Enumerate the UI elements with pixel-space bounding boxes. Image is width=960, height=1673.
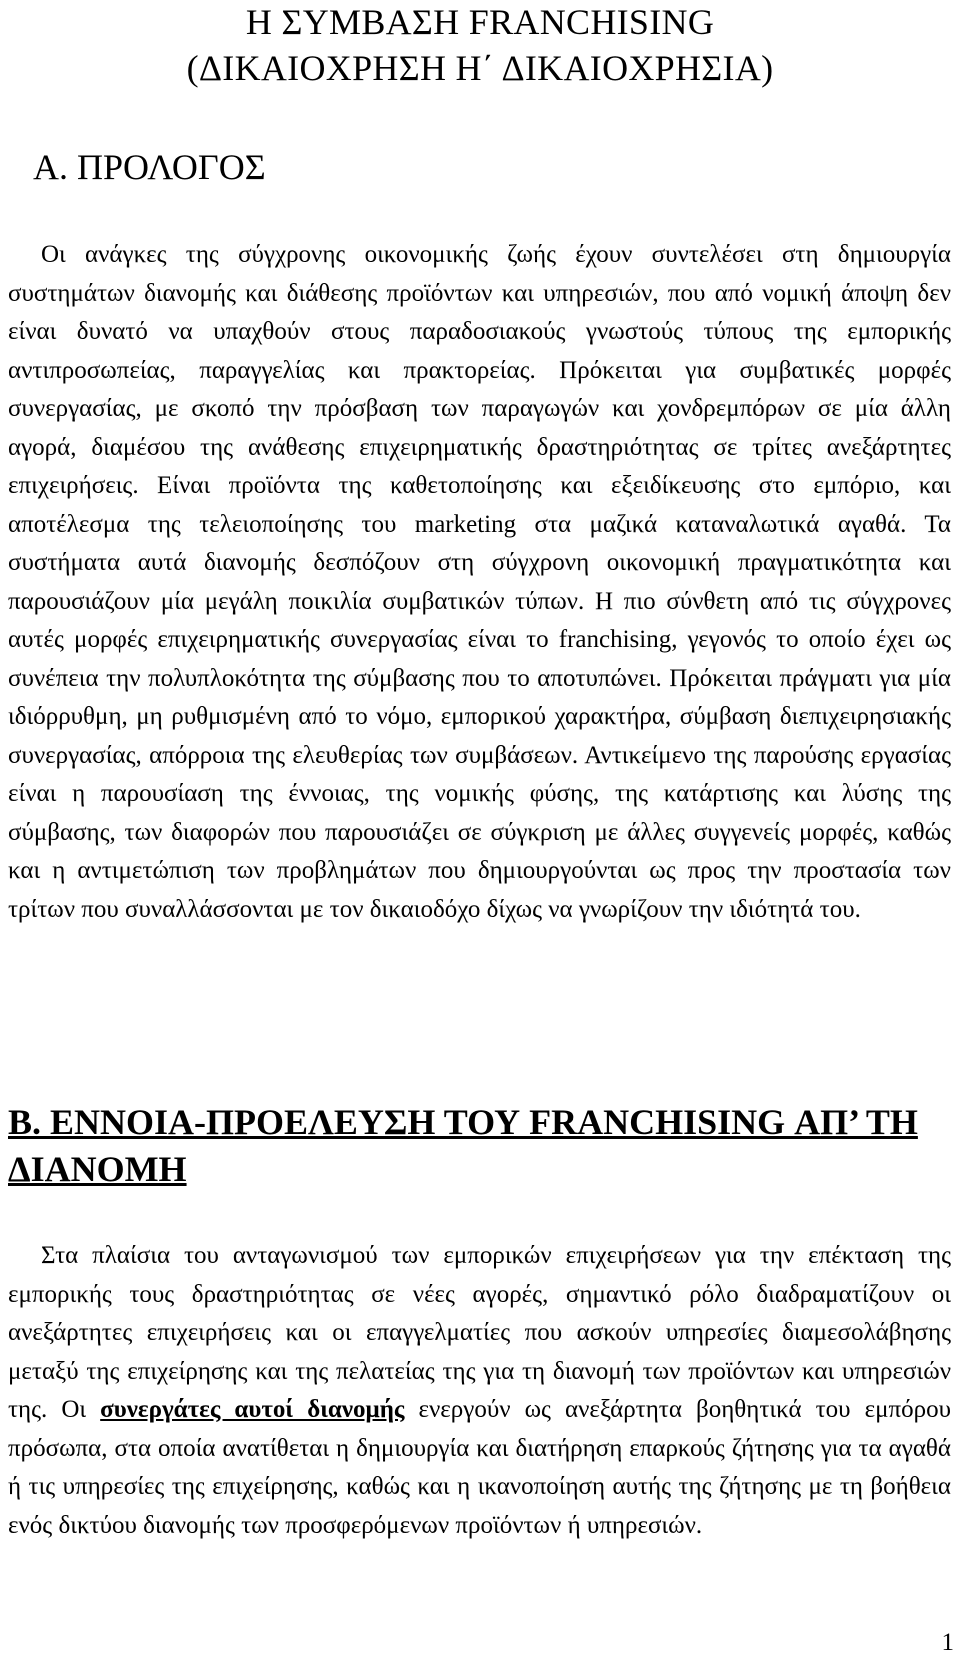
document-title-line-1: Η ΣΥΜΒΑΣΗ FRANCHISING <box>245 2 715 42</box>
document-title-line-2: (ΔΙΚΑΙΟΧΡΗΣΗ Η΄ ΔΙΚΑΙΟΧΡΗΣΙΑ) <box>186 48 774 88</box>
section-b-paragraph-part-1: Στα πλαίσια του ανταγωνισμού των εμπορικών επιχειρήσεων για την επέκταση της εμπορικής τους δραστηριότητας σε νέες αγορές, σημαντικό ρόλο διαδραματίζουν οι ανεξάρτητες επιχειρήσεις και οι επαγγελματίες που ασκούν υπηρεσίες διαμεσολάβησης μεταξύ της επιχείρησης και της πελατείας της για τη διανομή των προϊόντων και υπηρεσιών της. Οι <box>8 1242 951 1423</box>
section-a-heading: Α. ΠΡΟΛΟΓΟΣ <box>33 147 266 187</box>
section-b-heading-part-1: Β. ΕΝΝΟΙΑ-ΠΡΟΕΛΕΥΣΗ ΤΟΥ FRANCHISING ΑΠ’ ΤΗ <box>8 1102 918 1142</box>
section-b-paragraph-part-2: ενεργούν ως ανεξάρτητα βοηθητικά του εμπόρου πρόσωπα, στα οποία ανατίθεται η δημιουργία και διατήρηση επαρκούς ζήτησης για τα αγαθά ή τις υπηρεσίες της επιχείρησης, καθώς και η ικανοποίηση αυτής της ζήτησης με τη βοήθεια ενός δικτύου διανομής των προσφερόμενων προϊόντων ή υπηρεσιών. <box>8 1396 951 1539</box>
section-b-heading-part-2: ΔΙΑΝΟΜΗ <box>8 1149 187 1189</box>
section-b-paragraph-emphasis: συνεργάτες αυτοί διανομής <box>100 1396 405 1423</box>
section-a-paragraph: Οι ανάγκες της σύγχρονης οικονομικής ζωής έχουν συντελέσει στη δημιουργία συστημάτων διανομής και διάθεσης προϊόντων και υπηρεσιών, που από νομική άποψη δεν είναι δυνατό να υπαχθούν στους παραδοσιακούς γνωστούς τύπους της εμπορικής αντιπροσωπείας, παραγγελίας και πρακτορείας. Πρόκειται για συμβατικές μορφές συνεργασίας, με σκοπό την πρόσβαση των παραγωγών και χονδρεμπόρων σε μία άλλη αγορά, διαμέσου της ανάθεσης επιχειρηματικής δραστηριότητας σε τρίτες ανεξάρτητες επιχειρήσεις. Είναι προϊόντα της καθετοποίησης και εξειδίκευσης στο εμπόριο, και αποτέλεσμα της τελειοποίησης του marketing στα μαζικά καταναλωτικά αγαθά. Τα συστήματα αυτά διανομής δεσπόζουν στη σύγχρονη οικονομική πραγματικότητα και παρουσιάζουν μία μεγάλη ποικιλία συμβατικών τύπων. Η πιο σύνθετη από τις σύγχρονες αυτές μορφές επιχειρηματικής συνεργασίας είναι το franchising, γεγονός το οποίο έχει ως συνέπεια την πολυπλοκότητα της σύμβασης που το αποτυπώνει. Πρόκειται πράγματι για μία ιδιόρρυθμη, μη ρυθμισμένη από το νόμο, εμπορικού χαρακτήρα, σύμβαση διεπιχειρησιακής συνεργασίας, απόρροια της ελευθερίας των συμβάσεων. Αντικείμενο της παρούσης εργασίας είναι η παρουσίαση της έννοιας, της νομικής φύσης, της κατάρτισης και λύσης της σύμβασης, των διαφορών που παρουσιάζει σε σύγκριση με άλλες συγγενείς μορφές, καθώς και η αντιμετώπιση των προβλημάτων που δημιουργούνται ως προς την προστασία των τρίτων που συναλλάσσονται με τον δικαιοδόχο δίχως να γνωρίζουν την ιδιότητά του. <box>8 241 951 923</box>
section-b-heading <box>8 1099 951 1193</box>
section-b-paragraph <box>8 1237 951 1545</box>
page-number: 1 <box>941 1629 954 1656</box>
